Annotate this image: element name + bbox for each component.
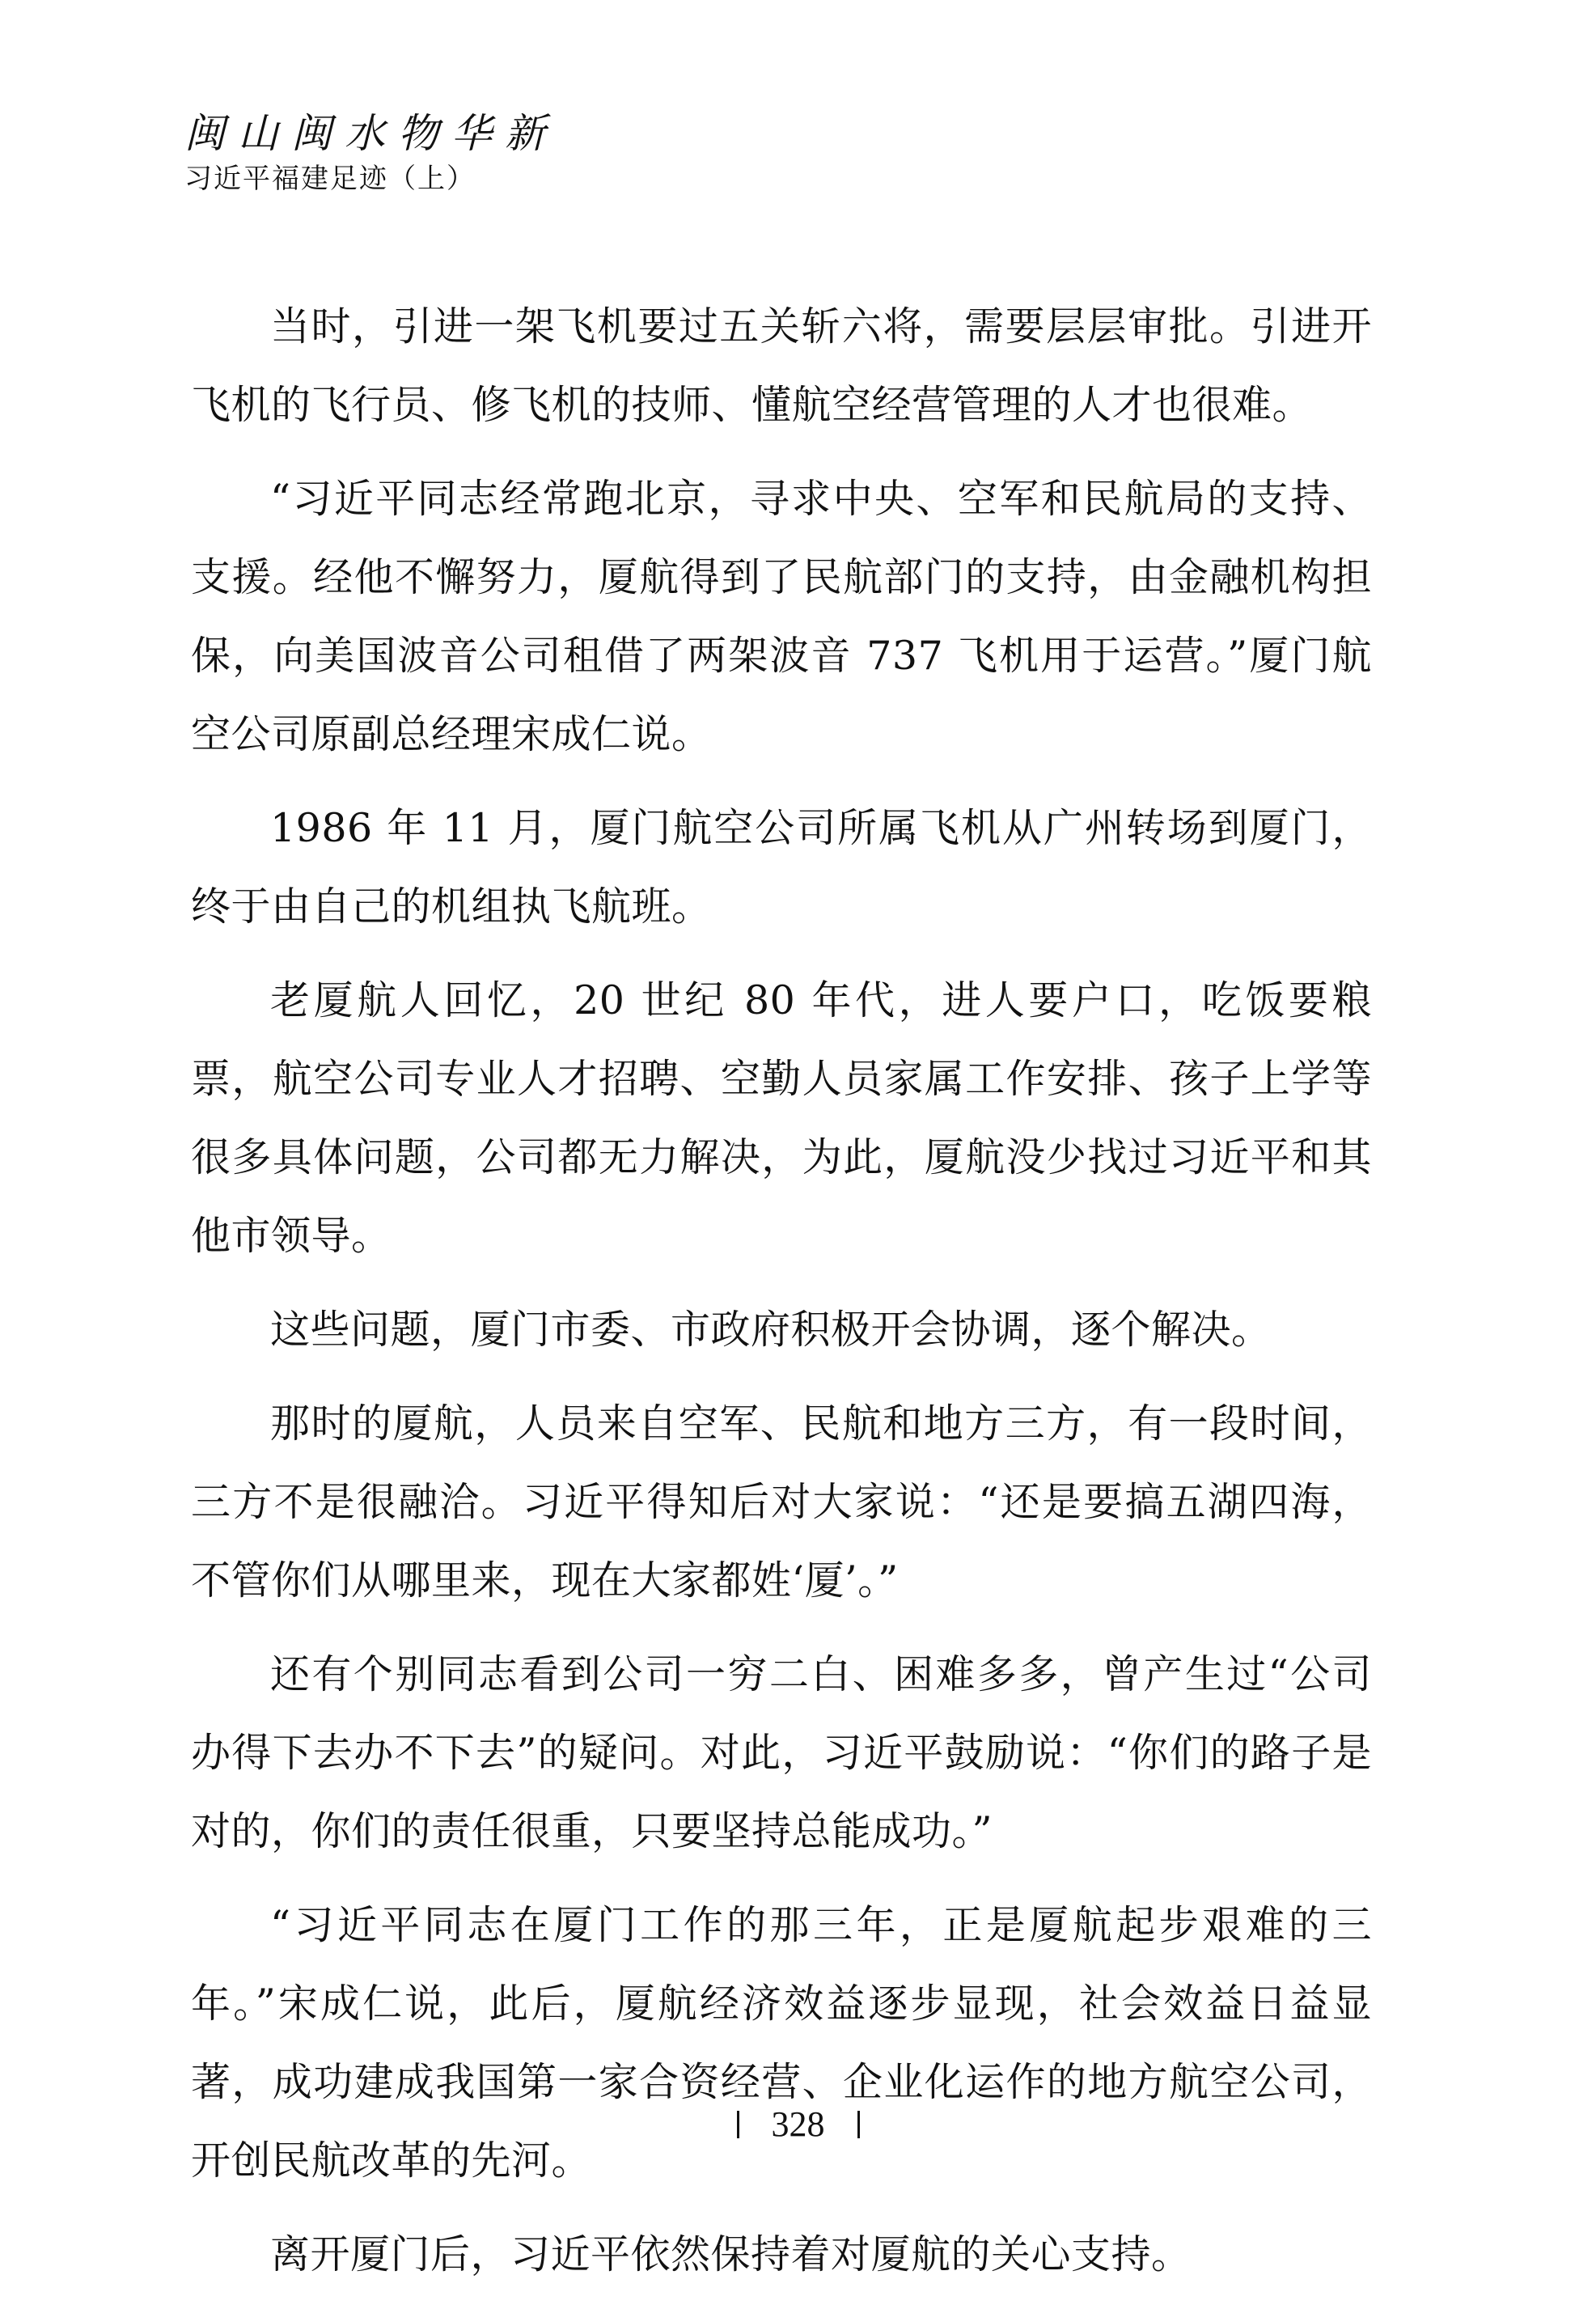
running-header bbox=[184, 110, 558, 195]
page-number: 328 bbox=[771, 2104, 825, 2144]
paragraph: “习近平同志在厦门工作的那三年，正是厦航起步艰难的三年。”宋成仁说，此后，厦航经济效益逐步显现，社会效益日益显著，成功建成我国第一家合资经营、企业化运作的地方航空公司，开创民航改革的先河。 bbox=[191, 1902, 1372, 2184]
page-footer bbox=[0, 2104, 1596, 2142]
book-subtitle: 习近平福建足迹（上） bbox=[184, 163, 476, 195]
book-title: 闽山闽水物华新 bbox=[184, 110, 558, 157]
paragraph: 1986 年 11 月，厦门航空公司所属飞机从广州转场到厦门，终于由自己的机组执飞航班。 bbox=[191, 805, 1372, 930]
paragraph: 当时，引进一架飞机要过五关斩六将，需要层层审批。引进开飞机的飞行员、修飞机的技师、懂航空经营管理的人才也很难。 bbox=[191, 303, 1372, 428]
paragraph: 老厦航人回忆，20 世纪 80 年代，进人要户口，吃饭要粮票，航空公司专业人才招聘、空勤人员家属工作安排、孩子上学等很多具体问题，公司都无力解决，为此，厦航没少找过习近平和其他市领导。 bbox=[191, 977, 1372, 1259]
page-number-right-bar bbox=[857, 2111, 860, 2138]
paragraph: 这些问题，厦门市委、市政府积极开会协调，逐个解决。 bbox=[270, 1307, 1272, 1353]
paragraph: 离开厦门后，习近平依然保持着对厦航的关心支持。 bbox=[270, 2231, 1192, 2277]
paragraph: “习近平同志经常跑北京，寻求中央、空军和民航局的支持、支援。经他不懈努力，厦航得到了民航部门的支持，由金融机构担保，向美国波音公司租借了两架波音 737 飞机用于运营。”厦门航空公司原副总经理宋成仁说。 bbox=[191, 476, 1372, 757]
body-text bbox=[191, 287, 1372, 2309]
page-number-left-bar bbox=[737, 2111, 739, 2138]
paragraph: 还有个别同志看到公司一穷二白、困难多多，曾产生过“公司办得下去办不下去”的疑问。对此，习近平鼓励说：“你们的路子是对的，你们的责任很重，只要坚持总能成功。” bbox=[191, 1651, 1372, 1854]
paragraph: 那时的厦航，人员来自空军、民航和地方三方，有一段时间，三方不是很融洽。习近平得知后对大家说：“还是要搞五湖四海，不管你们从哪里来，现在大家都姓‘厦’。” bbox=[191, 1400, 1372, 1604]
